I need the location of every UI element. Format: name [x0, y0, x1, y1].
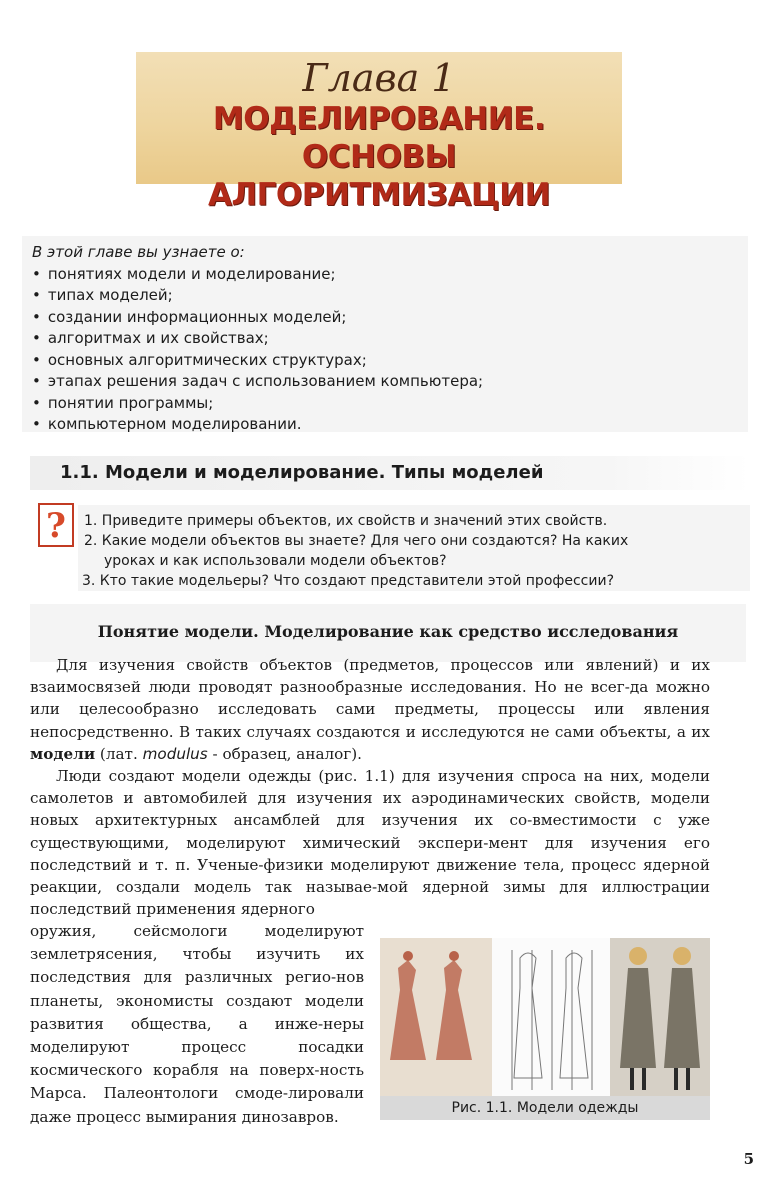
section-heading: 1.1. Модели и моделирование. Типы моделей — [30, 456, 750, 490]
question-2: 2. Какие модели объектов вы знаете? Для чего они создаются? На каких — [84, 533, 629, 549]
paragraph-1-text-3: - образец, аналог). — [207, 744, 363, 763]
paragraph-2-wrapped: оружия, сейсмологи моделируют землетрясения, чтобы изучить их последствия для различных регио-нов планеты, экономисты создают модели развития общества, а инже-неры моделируют процесс посадки космического корабля на поверх-ность Марса. Палеонтологи смоде-лировали даже процесс вымирания динозавров. — [30, 922, 364, 1126]
paragraph-1-text: Для изучения свойств объектов (предметов, процессов или явлений) и их взаимосвязей люди проводят разнообразные исследования. Но не всег-да можно или целесообразно исследовать сами предметы, процессы или явления непосредственно. В таких случаях создаются и исследуются не сами объекты, а их — [30, 656, 710, 741]
body-text — [30, 654, 710, 920]
overview-item: • этапах решения задач с использованием компьютера; — [32, 371, 748, 393]
question-1: 1. Приведите примеры объектов, их свойств и значений этих свойств. — [84, 513, 608, 529]
chapter-label: Глава 1 — [302, 56, 456, 100]
overview-item: • создании информационных моделей; — [32, 307, 748, 329]
models-photo-image — [610, 938, 710, 1096]
figure-clothing-models — [380, 938, 710, 1120]
overview-item: • типах моделей; — [32, 285, 748, 307]
overview-item: • основных алгоритмических структурах; — [32, 350, 748, 372]
question-mark-icon: ? — [38, 503, 74, 547]
question-2-continued: уроках и как использовали модели объектов? — [104, 553, 447, 569]
chapter-banner — [136, 52, 622, 213]
term-modulus: modulus — [142, 744, 208, 763]
chapter-title-line1: МОДЕЛИРОВАНИЕ. — [212, 101, 546, 137]
paragraph-1-text-2: (лат. — [95, 744, 143, 763]
overview-item: • алгоритмах и их свойствах; — [32, 328, 748, 350]
overview-item: • понятии программы; — [32, 393, 748, 415]
paragraph-2: Люди создают модели одежды (рис. 1.1) для изучения спроса на них, модели самолетов и автомобилей для изучения их аэродинамических свойств, модели новых архитектурных ансамблей для изучения их со-вместимости с уже существующими, моделируют химический экспери-мент для изучения его последствий и т. п. Ученые-физики моделируют движение тела, процесс ядерной реакции, создали модель так называе-мой ядерной зимы для иллюстрации последствий применения ядерного — [30, 767, 710, 919]
overview-lead: В этой главе вы узнаете о: — [32, 243, 245, 261]
chapter-overview-box — [22, 236, 748, 432]
term-models: модели — [30, 744, 96, 763]
overview-item: • компьютерном моделировании. — [32, 414, 748, 436]
dress-sketch-image — [380, 938, 492, 1096]
figure-pattern-panel — [492, 938, 610, 1096]
overview-list — [22, 264, 748, 436]
subheading: Понятие модели. Моделирование как средство исследования — [30, 604, 746, 662]
figure-caption: Рис. 1.1. Модели одежды — [380, 1096, 710, 1120]
question-3: 3. Кто такие модельеры? Что создают представители этой профессии? — [82, 573, 614, 589]
overview-item: • понятиях модели и моделирование; — [32, 264, 748, 286]
figure-photo-panel — [610, 938, 710, 1096]
paragraph-1 — [30, 654, 710, 765]
dress-pattern-image — [492, 938, 610, 1096]
page-number: 5 — [743, 1150, 754, 1168]
chapter-title-line2: ОСНОВЫ АЛГОРИТМИЗАЦИИ — [207, 139, 551, 213]
questions-box — [78, 505, 750, 591]
figure-sketch-panel — [380, 938, 492, 1096]
